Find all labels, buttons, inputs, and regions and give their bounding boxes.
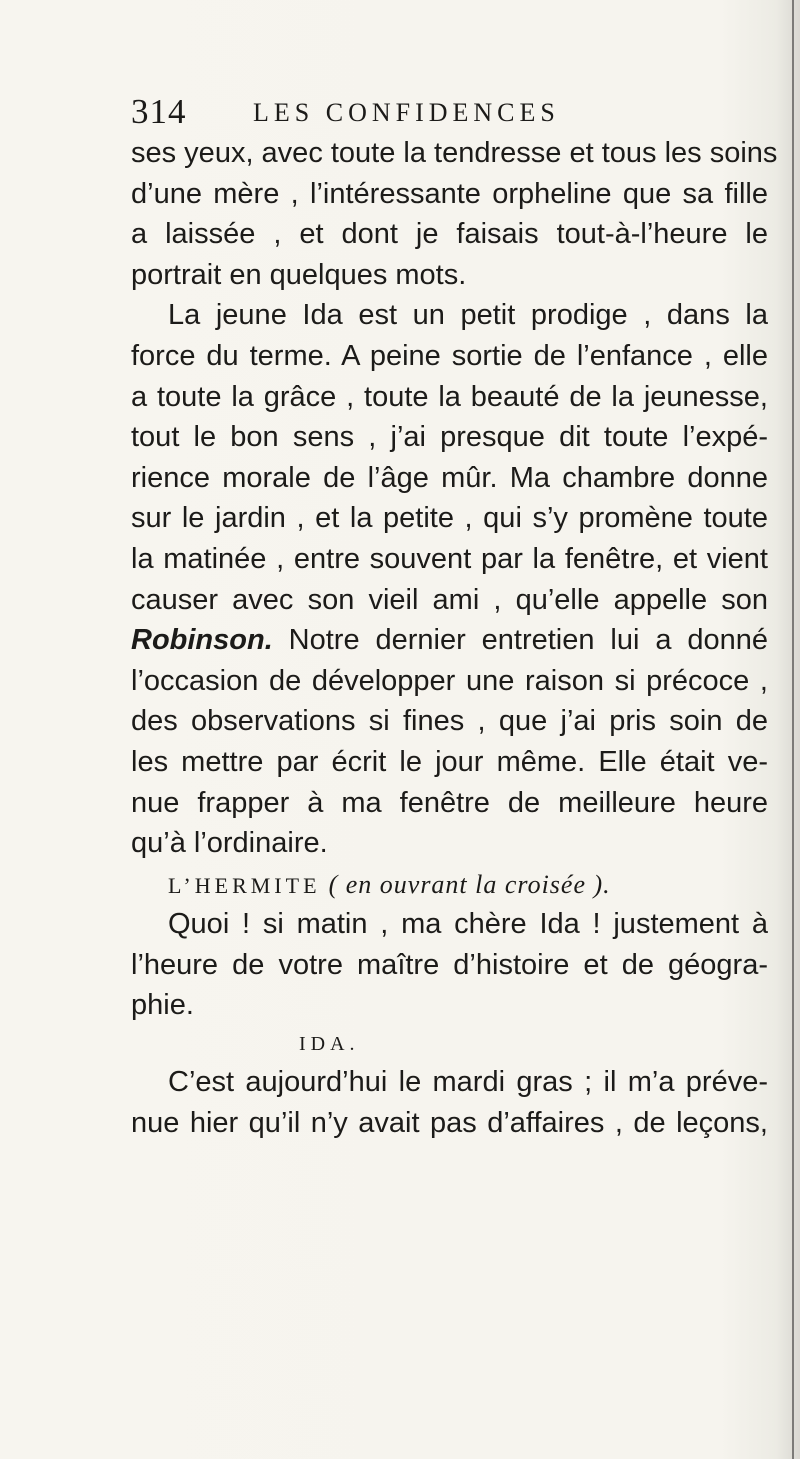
body-text [131,133,778,1143]
robinson-name: Robinson. [131,624,273,657]
running-head [131,92,731,132]
text-line: qu’à l’ordinaire. [131,827,328,860]
running-title: LES CONFIDENCES [253,98,560,127]
speaker-hermite: L’HERMITE [168,872,321,898]
text-line: tout le bon sens , j’ai presque dit toute l’expé- [131,421,768,454]
text-line: nue frapper à ma fenêtre de meilleure heure [131,786,768,819]
text-line: sur le jardin , et la petite , qui s’y promène toute [131,502,768,535]
text-line: a toute la grâce , toute la beauté de la jeunesse, [131,380,768,413]
text-line: l’occasion de développer une raison si précoce , [131,664,768,697]
page-edge [792,0,794,1459]
text-line: nue hier qu’il n’y avait pas d’affaires , de leçons, [131,1106,768,1139]
text-line: d’une mère , l’intéressante orpheline que sa fille [131,177,768,210]
text-line: C’est aujourd’hui le mardi gras ; il m’a préve- [168,1066,768,1099]
text-line: les mettre par écrit le jour même. Elle était ve- [131,745,768,778]
robinson-rest: Notre dernier entretien lui a donné [272,624,768,657]
text-line: portrait en quelques mots. [131,258,467,291]
text-line: la matinée , entre souvent par la fenêtre, et vient [131,542,768,575]
speaker-line-hermite [131,864,768,905]
stage-direction: ( en ouvrant la croisée ). [328,869,611,899]
text-line: l’heure de votre maître d’histoire et de géogra- [131,948,768,981]
text-line: des observations si fines , que j’ai pris soin de [131,705,768,738]
text-line: causer avec son vieil ami , qu’elle appelle son [131,583,768,616]
page-number: 314 [131,92,187,131]
text-line: La jeune Ida est un petit prodige , dans la [168,299,768,332]
text-line-robinson [131,620,768,661]
text-line: rience morale de l’âge mûr. Ma chambre donne [131,461,768,494]
text-line: Quoi ! si matin , ma chère Ida ! justement à [168,908,768,941]
text-line: phie. [131,989,194,1022]
text-line: ses yeux, avec toute la tendresse et tous les soins [131,137,778,169]
text-line: force du terme. A peine sortie de l’enfance , elle [131,339,768,372]
text-line: a laissée , et dont je faisais tout-à-l’heure le [131,218,768,251]
speaker-ida: IDA. [299,1033,360,1056]
